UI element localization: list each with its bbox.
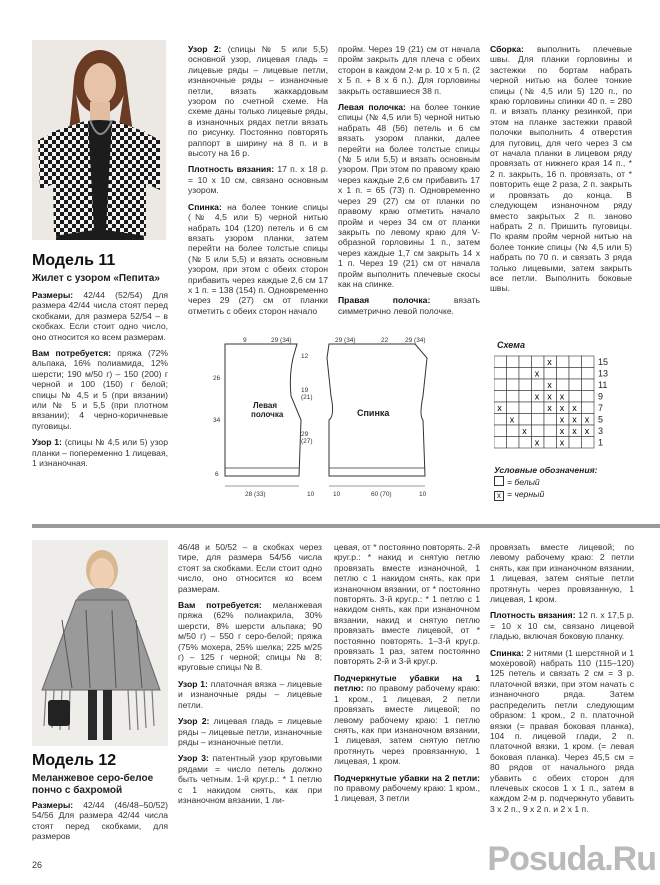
grid-x-mark: x [522, 426, 527, 436]
white-square-icon [494, 476, 504, 486]
grid-x-mark: x [584, 426, 590, 436]
model11-subtitle: Жилет с узором «Пепита» [32, 273, 160, 284]
grid-row-number: 7 [598, 403, 604, 413]
m12-sizes-label: Размеры: [32, 800, 74, 810]
section-divider [32, 524, 660, 528]
diagram-left-label: Левая [253, 401, 277, 410]
model11-title: Модель 11 [32, 252, 116, 269]
grid-x-mark: x [534, 391, 540, 402]
m12-col2a: 46/48 и 50/52 – в скобках через тире, для размера 54/56 числа стоят за скобками. Если стоит одно число, оно относится ко всем размерам. [178, 542, 322, 594]
svg-text:29 (34): 29 (34) [271, 337, 292, 344]
grid-x-mark: x [572, 403, 577, 413]
grid-x-mark: x [547, 403, 552, 413]
grid-x-mark: x [572, 414, 577, 425]
svg-text:12: 12 [301, 353, 309, 360]
pattern-diagram [205, 336, 437, 508]
grid-row-number: 13 [598, 368, 609, 379]
m12-p2-label: Узор 2: [178, 716, 210, 727]
svg-text:(21): (21) [301, 394, 313, 401]
m12-dec2-label: Подчеркнутые убавки на 2 петли: [334, 772, 480, 783]
grid-x-mark: x [584, 414, 590, 425]
m11-sizes-label: Размеры: [32, 290, 74, 300]
page-number: 26 [32, 860, 43, 870]
grid-x-mark: x [534, 437, 540, 448]
m11-assembly-text: выполнить плечевые швы. Для планки горловины и застежки по бортам набрать черной нитью на более тонкие спицы (№ 4,5 или 5) 120 п., по краю горловины спинки 40 п. = 280 п. и вязать планку резинкой, при этом на планке застежки правой полочки выполнить 4 отверстия для пуговиц, для чего через 3 см от начала планки в лицевом ряду провязать от нижнего края 14 п., * 2 п. закрыть, 16 п. провязать, от * повторить еще 2 раза, 2 п. закрыть и провязать до конца. В следующем изнаночном ряду вместо закрытых 2 п. заново набрать 2 п. Пришить пуговицы. По краям пройм черной нитью на более тонкие спицы (№ 4,5 или 5) набрать по 70 п. и связать 3 ряда только лицевыми, затем закрыть все петли. Выполнить боковые швы. [490, 44, 632, 294]
grid-x-mark: x [534, 368, 540, 379]
grid-x-mark: x [547, 357, 552, 367]
grid-row-number: 5 [598, 414, 604, 425]
m11-density-label: Плотность вязания: [188, 164, 275, 175]
svg-text:26: 26 [213, 375, 221, 382]
grid-x-mark: x [559, 403, 565, 413]
m11-needs-label: Вам потребуется: [32, 348, 112, 359]
m11-p2-label: Узор 2: [188, 44, 222, 54]
svg-text:10: 10 [419, 491, 427, 498]
grid-row-number: 15 [598, 357, 609, 367]
svg-text:29 (34): 29 (34) [405, 337, 426, 344]
diagram-back-label: Спинка [357, 408, 390, 418]
svg-text:6: 6 [215, 471, 219, 478]
diagram-left-label-2: полочка [251, 410, 284, 419]
m11-right-text: вязать симметрично левой полочке. [338, 295, 480, 316]
svg-text:10: 10 [333, 491, 341, 498]
grid-x-mark: x [547, 380, 552, 390]
m11-left-label: Левая полочка: [338, 102, 406, 113]
m12-p1-text: платочная вязка – лицевые и изнаночные ряды – лицевые петли. [178, 678, 322, 710]
m12-dec2-text: по правому рабочему краю: 1 кром., 1 лицевая, 3 петли [334, 782, 480, 804]
model12-subtitle: Меланжевое серо-белое пончо с бахромой [32, 773, 154, 796]
grid-x-mark: x [559, 426, 565, 436]
m12-p3-text: патентный узор круговыми рядами = число петель должно быть четным. 1-й круг.р.: * 1 петлю с 1 накидом снять, как при изнаночном вязании, 1 ли- [178, 753, 322, 805]
m11-col3-text: пройм. Через 19 (21) см от начала пройм закрыть для плеча с обеих сторон в каждом 2-м р. 10 x 5 п. (2 x 5 п. + 8 x 6 п.). Для горловины закрыть оставшиеся 38 п. [338, 44, 480, 96]
grid-x-mark: x [497, 403, 502, 413]
m12-sizes-text: 42/44 (46/48–50/52) 54/56 Для размера 42/44 числа стоят перед скобками, для размеров [32, 800, 168, 842]
m12-col4a: провязать вместе лицевой; по левому рабочему краю: 2 петли снять, как при изнаночном вязании, 1 лицевая, затем снятые петли протянуть через провязанную, 1 лицевая, 1 кром. [490, 542, 634, 605]
m11-density-text: 17 п. x 18 р. = 10 x 10 см, связано основным узором. [188, 164, 328, 196]
grid-x-mark: x [509, 414, 515, 425]
schema-grid [494, 354, 622, 454]
x-square-icon: x [494, 491, 504, 501]
m11-back-label: Спинка: [188, 201, 222, 212]
svg-text:34: 34 [213, 417, 221, 424]
m12-col3a: цевая, от * постоянно повторять. 2-й круг.р.: * накид и снятую петлю провязать вместе изнаночной, 1 петлю с 1 накидом снять, как при изнаночном вязании, от * постоянно повторять. 3-й круг.р.: * 1 петлю с 1 накидом снять, как при изнаночном вязании, накид и снятую петлю провязать вместе лицевой, от * постоянно повторять. 1–3-й круг.р. провязать 1 раз, затем постоянно повторять 2-й и 3-й круг.р. [334, 542, 480, 667]
m12-density-text: 12 п. x 17,5 р. = 10 x 10 см, связано лицевой гладью, включая боковую планку. [490, 610, 634, 642]
m11-sizes-text: 42/44 (52/54) Для размера 42/44 числа стоят перед скобками, для размера 52/54 – в скобках. Если стоит одно число, оно относится ко всем размерам. [32, 290, 169, 342]
svg-text:(27): (27) [301, 438, 313, 445]
model12-photo [32, 540, 168, 746]
m11-p2-text: (спицы № 5 или 5,5) основной узор, лицевая гладь = лицевые ряды – лицевые петли, изнаночные ряды – изнаночные петли, вязать жаккардовым узором по счетной схеме. На схеме даны только лицевые ряды, в изнаночных рядах петли вязать по рисунку. Постоянно повторять раппорт в ширину на 8 п. и в высоту на 16 р. [188, 44, 328, 159]
svg-text:29 (34): 29 (34) [335, 337, 356, 344]
m12-needs-label: Вам потребуется: [178, 600, 262, 611]
m12-back-label: Спинка: [490, 647, 524, 658]
m11-p1-label: Узор 1: [32, 437, 62, 448]
m11-needs-text: пряжа (72% альпака, 16% полиамида, 12% шерсти; 190 м/50 г) – 150 (200) г черной и 100 (150) г белой; спицы № 4,5 и 5 (при вязании) или № 5 и 5,5 (при плотном вязании); 4 черно-коричневые пуговицы. [32, 348, 169, 431]
legend-black: x = черный [494, 488, 644, 501]
model11-photo [32, 40, 166, 240]
grid-x-mark: x [559, 437, 565, 448]
grid-x-mark: x [559, 391, 565, 402]
m12-p1-label: Узор 1: [178, 678, 208, 689]
svg-text:19: 19 [301, 387, 309, 394]
m12-density-label: Плотность вязания: [490, 610, 576, 621]
m11-back-text: на более тонкие спицы (№ 4,5 или 5) черной нитью набрать 104 (120) петель и 6 см вязать узором планки, затем перейти на более толстые спицы (№ 5 или 5,5) и вязать основным узором, при этом с обеих сторон прибавить через каждые 2,6 см 17 x 1 п. = 138 (154) п. Одновременно через 29 (27) см от планки отметить с обеих сторон начало [188, 201, 329, 316]
m11-assembly-label: Сборка: [490, 44, 524, 54]
svg-text:29: 29 [301, 431, 309, 438]
svg-text:9: 9 [243, 337, 247, 344]
legend-white: = белый [494, 476, 644, 488]
grid-x-mark: x [559, 414, 565, 425]
watermark-logo: Posuda.Ru [487, 840, 656, 878]
m12-dec1-text: по правому рабочему краю: 1 кром., 1 лицевая, 2 петли провязать вместе лицевой; по левому рабочему краю: 1 петлю снять, как при изнаночном вязании, 1 лицевая, затем снятую петлю протянуть через провязанную, 1 лицевая, 1 кром. [334, 683, 481, 767]
m11-right-label: Правая полочка: [338, 295, 431, 306]
svg-text:10: 10 [307, 491, 315, 498]
grid-x-mark: x [572, 426, 577, 436]
m12-p2-text: лицевая гладь = лицевые ряды – лицевые петли, изнаночные ряды – изнаночные петли. [178, 716, 322, 747]
grid-row-number: 11 [598, 380, 608, 390]
model12-title: Модель 12 [32, 752, 117, 769]
m11-left-text: на более тонкие спицы (№ 4,5 или 5) черной нитью набрать 48 (56) петель и 6 см вязать узором планки, далее перейти на более толстые спицы (№ 5 или 5,5) и вязать основным узором. При этом по правому краю через каждые 2,6 см прибавить 17 x 1 п. = 65 (73) п. Одновременно через 29 (27) см от планки по правому краю отметить начало пройм и через 34 см от планки закрыть по левому краю для V-образной горловины 1 п., затем через каждые 1,7 см закрыть 14 x 1 п. Через 19 (21) см от начала пройм выполнить плечевые скосы как на спинке. [338, 102, 480, 289]
m12-p3-label: Узор 3: [178, 753, 209, 764]
grid-row-number: 1 [598, 437, 604, 448]
svg-text:60 (70): 60 (70) [371, 491, 392, 498]
m12-needs-text: меланжевая пряжа (62% полиакрила, 30% шерсти, 8% шерсти альпака; 90 м/50 г) – 550 г серо-белой; пряжа (75% мохера, 25% шелка; 225 м/25 г) – 125 г черной; спицы № 8; круговые спицы № 8. [178, 600, 322, 673]
m11-p1-text: (спицы № 4,5 или 5) узор планки – попеременно 1 лицевая, 1 изнаночная. [32, 437, 168, 469]
m12-back-text: 2 нитями (1 шерстяной и 1 мохеровой) набрать 110 (115–120) 125 петель и связать 2 см = 3 р. платочной вязки, при этом начать с изнаночного ряда. Затем распределить петли следующим образом: 1 кром., 2 п. платочной вязки (= правая боковая планка), 104 п. лицевой глади, 2 п. платочной вязки, 1 кром. (= левая боковая планка). Через 45,5 см = 80 рядов от начального ряда убавить с обеих сторон для плечевых скосов 1 x 1 п., затем в каждом 2-м р. подчеркнуто убавить 3 x 2 п., 9 x 2 п. и 2 x 1 п. [490, 647, 634, 814]
svg-text:22: 22 [381, 337, 389, 344]
legend-title: Условные обозначения: [494, 465, 598, 475]
grid-row-number: 9 [598, 391, 604, 402]
m12-dec1-label: Подчеркнутые убавки на 1 петлю: [334, 672, 480, 694]
schema-title: Схема [497, 340, 525, 350]
grid-x-mark: x [547, 391, 552, 402]
svg-text:28 (33): 28 (33) [245, 491, 266, 498]
grid-row-number: 3 [598, 426, 604, 436]
